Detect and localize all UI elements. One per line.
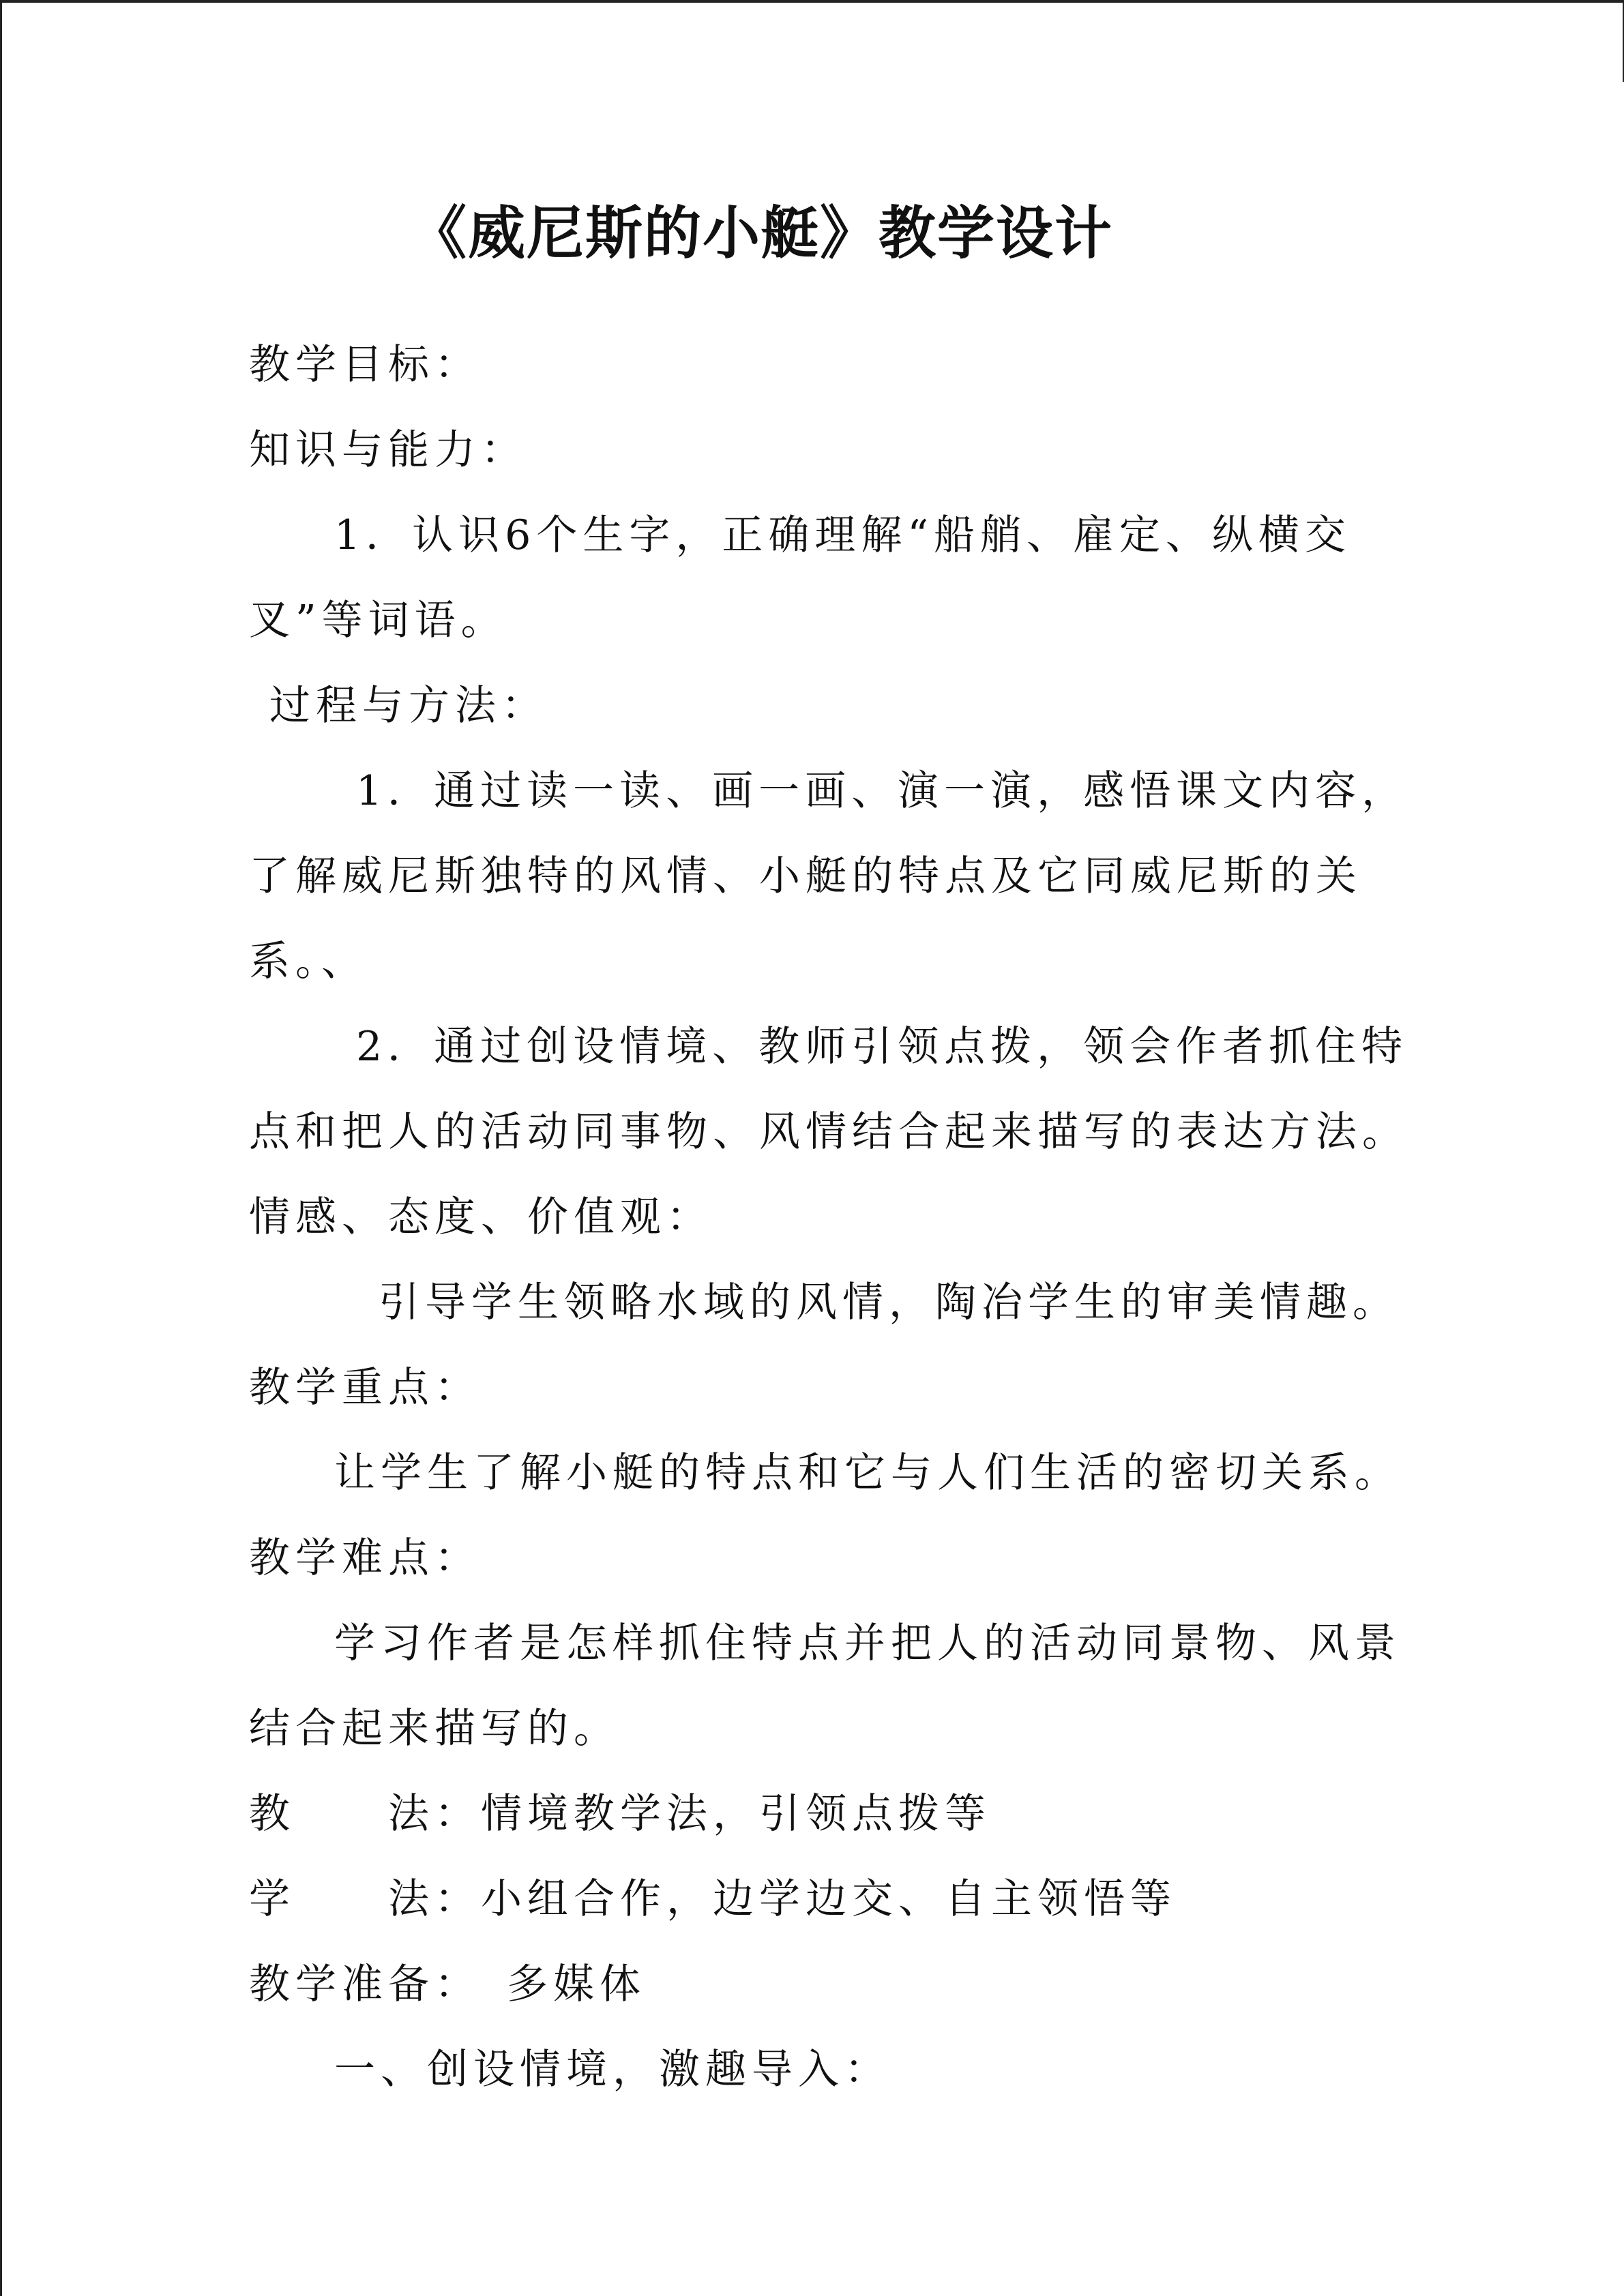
paragraph-line: 1．通过读一读、画一画、演一演，感悟课文内容，: [356, 767, 1408, 815]
heading-difficult-points: 教学难点：: [249, 1534, 481, 1582]
section-heading-one: 一、创设情境，激趣导入：: [334, 2046, 891, 2093]
paragraph-line: 点和把人的活动同事物、风情结合起来描写的表达方法。: [249, 1108, 1408, 1156]
document-title: 《威尼斯的小艇》教学设计: [409, 199, 1114, 267]
paragraph-line: 让学生了解小艇的特点和它与人们生活的密切关系。: [334, 1449, 1401, 1497]
teaching-method-line: 教 法：情境教学法，引领点拨等: [249, 1790, 991, 1838]
teaching-preparation-line: 教学准备： 多媒体: [249, 1960, 646, 2008]
learning-method-line: 学 法：小组合作，边学边交、自主领悟等: [249, 1875, 1177, 1923]
heading-knowledge-ability: 知识与能力：: [249, 426, 527, 474]
paragraph-line: 叉”等词语。: [249, 597, 507, 644]
paragraph-line: 1．认识6个生字，正确理解“船艄、雇定、纵横交: [334, 511, 1352, 559]
paragraph-line: 学习作者是怎样抓住特点并把人的活动同景物、风景: [334, 1620, 1401, 1667]
paragraph-line: 结合起来描写的。: [249, 1705, 620, 1753]
heading-teaching-goals: 教学目标：: [249, 341, 481, 389]
heading-emotion-values: 情感、态度、价值观：: [249, 1193, 713, 1241]
heading-key-points: 教学重点：: [249, 1364, 481, 1412]
paragraph-line: 系。、: [249, 938, 368, 985]
paragraph-line: 了解威尼斯独特的风情、小艇的特点及它同威尼斯的关: [249, 852, 1362, 900]
page-left-border: [0, 0, 2, 2296]
paragraph-line: 引导学生领略水域的风情，陶冶学生的审美情趣。: [379, 1279, 1399, 1326]
heading-process-method: 过程与方法：: [269, 682, 548, 730]
paragraph-line: 2．通过创设情境、教师引领点拨，领会作者抓住特: [356, 1023, 1408, 1071]
page-top-border: [0, 0, 1624, 3]
